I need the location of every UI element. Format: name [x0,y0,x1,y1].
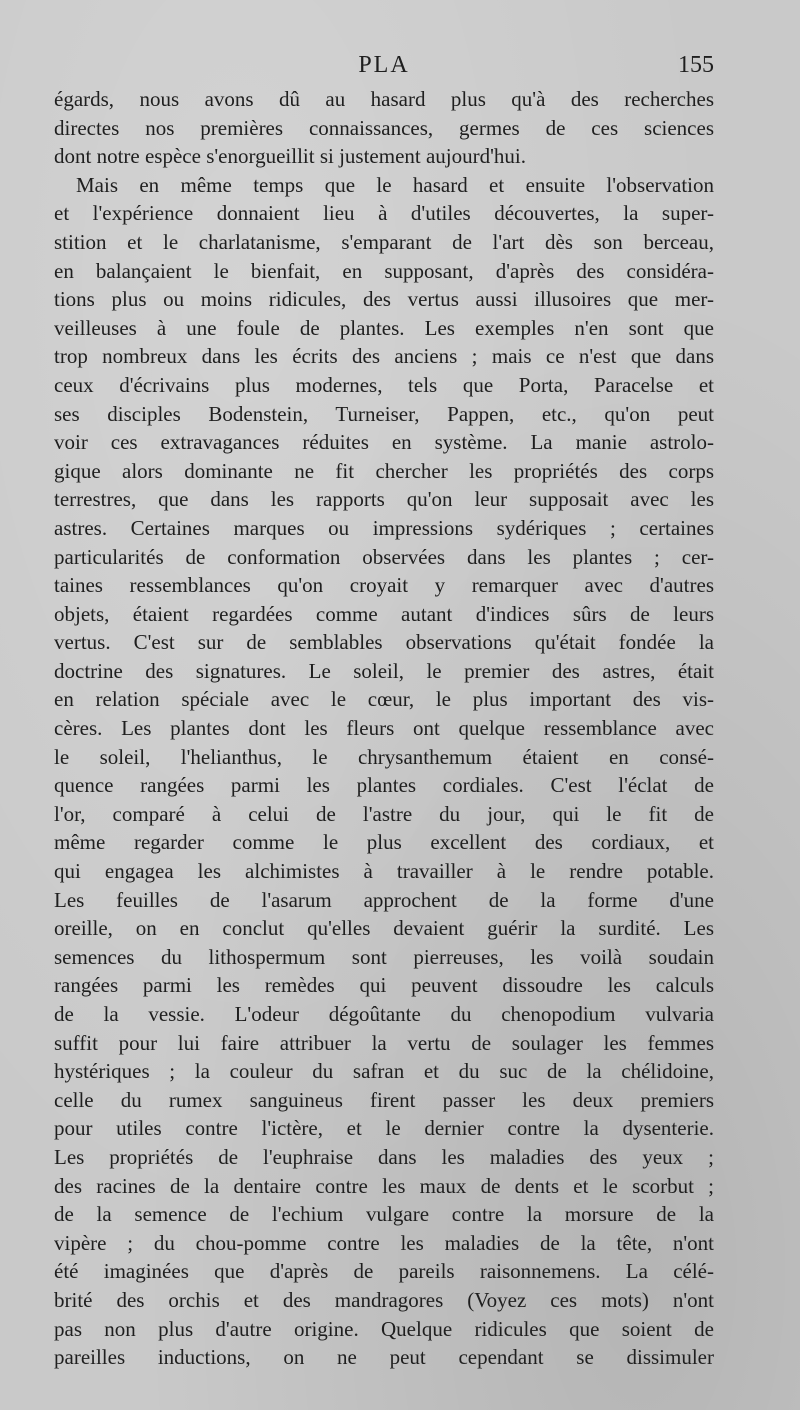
text-line: dont notre espèce s'enorgueillit si justement aujourd'hui. [54,144,526,169]
text-line: de la vessie. L'odeur dégoûtante du chenopodium vulvaria [54,1002,714,1026]
text-line: gique alors dominante ne fit chercher les propriétés des corps [54,458,714,483]
text-line: même regarder comme le plus excellent des cordiaux, et [54,830,714,855]
text-line: qui engagea les alchimistes à travailler à le rendre potable. [54,859,714,884]
text-line: voir ces extravagances réduites en système. La manie astrolo- [54,430,714,455]
text-line: quence rangées parmi les plantes cordiales. C'est l'éclat de [54,773,714,798]
text-line: oreille, on en conclut qu'elles devaient guérir la surdité. Les [54,916,714,941]
text-line: ses disciples Bodenstein, Turneiser, Pappen, etc., qu'on peut [54,401,714,426]
text-line: Les propriétés de l'euphraise dans les maladies des yeux ; [54,1144,714,1169]
text-line: particularités de conformation observées dans les plantes ; cer- [54,544,714,569]
text-line: Les feuilles de l'asarum approchent de la forme d'une [54,887,714,912]
text-line: égards, nous avons dû au hasard plus qu'à des recherches [54,87,714,111]
text-line: terrestres, que dans les rapports qu'on leur supposait avec les [54,487,714,512]
text-line: Mais en même temps que le hasard et ensuite l'observation [76,172,714,197]
text-line: directes nos premières connaissances, germes de ces sciences [54,115,714,140]
text-line: hystériques ; la couleur du safran et du suc de la chélidoine, [54,1059,714,1084]
text-line: en balançaient le bienfait, en supposant, d'après des considéra- [54,258,714,283]
text-line: taines ressemblances qu'on croyait y remarquer avec d'autres [54,573,714,598]
text-line: rangées parmi les remèdes qui peuvent dissoudre les calculs [54,973,714,998]
text-line: trop nombreux dans les écrits des anciens ; mais ce n'est que dans [54,344,714,369]
text-line: objets, étaient regardées comme autant d'indices sûrs de leurs [54,601,714,626]
text-line: celle du rumex sanguineus firent passer les deux premiers [54,1087,714,1112]
running-head: PLA [358,52,410,78]
text-line: vertus. C'est sur de semblables observations qu'était fondée la [54,630,714,655]
text-line: doctrine des signatures. Le soleil, le premier des astres, était [54,658,714,683]
text-line: ceux d'écrivains plus modernes, tels que Porta, Paracelse et [54,372,714,397]
text-line: des racines de la dentaire contre les maux de dents et le scorbut ; [54,1173,714,1198]
text-line: pas non plus d'autre origine. Quelque ridicules que soient de [54,1316,714,1341]
text-line: astres. Certaines marques ou impressions sydériques ; certaines [54,515,714,540]
text-line: veilleuses à une foule de plantes. Les exemples n'en sont que [54,315,714,340]
body-text [54,85,714,1372]
text-line: en relation spéciale avec le cœur, le plus important des vis- [54,687,714,712]
text-line: le soleil, l'helianthus, le chrysanthemum étaient en consé- [54,744,714,769]
text-line: semences du lithospermum sont pierreuses, les voilà soudain [54,944,714,969]
text-line: stition et le charlatanisme, s'emparant de l'art dès son berceau, [54,229,714,254]
text-line: brité des orchis et des mandragores (Voyez ces mots) n'ont [54,1287,714,1312]
text-line: pour utiles contre l'ictère, et le dernier contre la dysenterie. [54,1116,714,1141]
text-line: et l'expérience donnaient lieu à d'utiles découvertes, la super- [54,201,714,226]
text-line: de la semence de l'echium vulgare contre la morsure de la [54,1202,714,1227]
text-line: suffit pour lui faire attribuer la vertu de soulager les femmes [54,1030,714,1055]
text-line: vipère ; du chou-pomme contre les maladies de la tête, n'ont [54,1230,714,1255]
page-number: 155 [678,52,714,78]
text-line: été imaginées que d'après de pareils raisonnemens. La célé- [54,1259,714,1284]
text-line: pareilles inductions, on ne peut cependant se dissimuler [54,1345,714,1370]
text-line: cères. Les plantes dont les fleurs ont quelque ressemblance avec [54,716,714,741]
text-line: tions plus ou moins ridicules, des vertus aussi illusoires que mer- [54,287,714,312]
text-line: l'or, comparé à celui de l'astre du jour, qui le fit de [54,801,714,826]
